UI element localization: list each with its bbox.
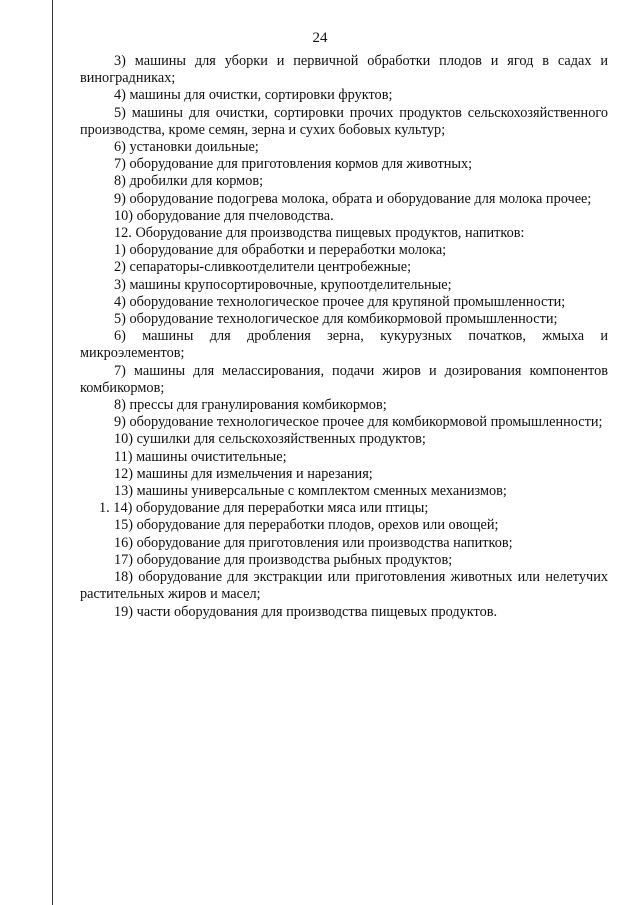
list-item: 1) оборудование для обработки и переработки молока; bbox=[114, 242, 447, 259]
list-item: 8) дробилки для кормов; bbox=[114, 173, 264, 190]
list-item: 5) машины для очистки, сортировки прочих продуктов сельскохозяйственного производства, кроме семян, зерна и сухих бобовых культур; bbox=[80, 104, 608, 138]
list-item: 4) машины для очистки, сортировки фруктов; bbox=[114, 87, 393, 104]
list-item: 17) оборудование для производства рыбных продуктов; bbox=[114, 551, 453, 568]
list-item: 11) машины очистительные; bbox=[114, 448, 287, 465]
list-item: 19) части оборудования для производства пищевых продуктов. bbox=[114, 603, 498, 620]
list-item: 10) оборудование для пчеловодства. bbox=[114, 207, 334, 224]
section-heading: 12. Оборудование для производства пищевых продуктов, напитков: bbox=[114, 225, 525, 242]
list-item: 9) оборудование технологическое прочее для комбикормовой промышленности; bbox=[114, 414, 603, 431]
list-item: 6) машины для дробления зерна, кукурузных початков, жмыха и микроэлементов; bbox=[80, 328, 608, 362]
list-item: 3) машины крупосортировочные, крупоотделительные; bbox=[114, 276, 452, 293]
list-item: 12) машины для измельчения и нарезания; bbox=[114, 465, 373, 482]
list-item: 15) оборудование для переработки плодов, орехов или овощей; bbox=[114, 517, 499, 534]
list-item: 10) сушилки для сельскохозяйственных продуктов; bbox=[114, 431, 426, 448]
list-item: 9) оборудование подогрева молока, обрата и оборудование для молока прочее; bbox=[114, 190, 592, 207]
list-item: 8) прессы для гранулирования комбикормов; bbox=[114, 397, 387, 414]
list-item: 4) оборудование технологическое прочее для крупяной промышленности; bbox=[114, 293, 566, 310]
list-item: 18) оборудование для экстракции или приготовления животных или нелетучих растительных жиров и масел; bbox=[80, 569, 608, 603]
list-item: 2) сепараторы-сливкоотделители центробежные; bbox=[114, 259, 412, 276]
list-item: 16) оборудование для приготовления или производства напитков; bbox=[114, 534, 513, 551]
list-item: 3) машины для уборки и первичной обработки плодов и ягод в садах и виноградниках; bbox=[80, 53, 608, 87]
document-body bbox=[80, 53, 608, 621]
list-item: 13) машины универсальные с комплектом сменных механизмов; bbox=[114, 483, 507, 500]
page-left-edge-line bbox=[52, 0, 53, 905]
list-item: 6) установки доильные; bbox=[114, 139, 259, 156]
page-number: 24 bbox=[312, 30, 328, 46]
list-item: 7) оборудование для приготовления кормов для животных; bbox=[114, 156, 473, 173]
list-item: 7) машины для мелассирования, подачи жиров и дозирования компонентов комбикормов; bbox=[80, 362, 608, 396]
list-item: 5) оборудование технологическое для комбикормовой промышленности; bbox=[114, 311, 558, 328]
list-item: 1. 14) оборудование для переработки мяса или птицы; bbox=[99, 500, 429, 517]
